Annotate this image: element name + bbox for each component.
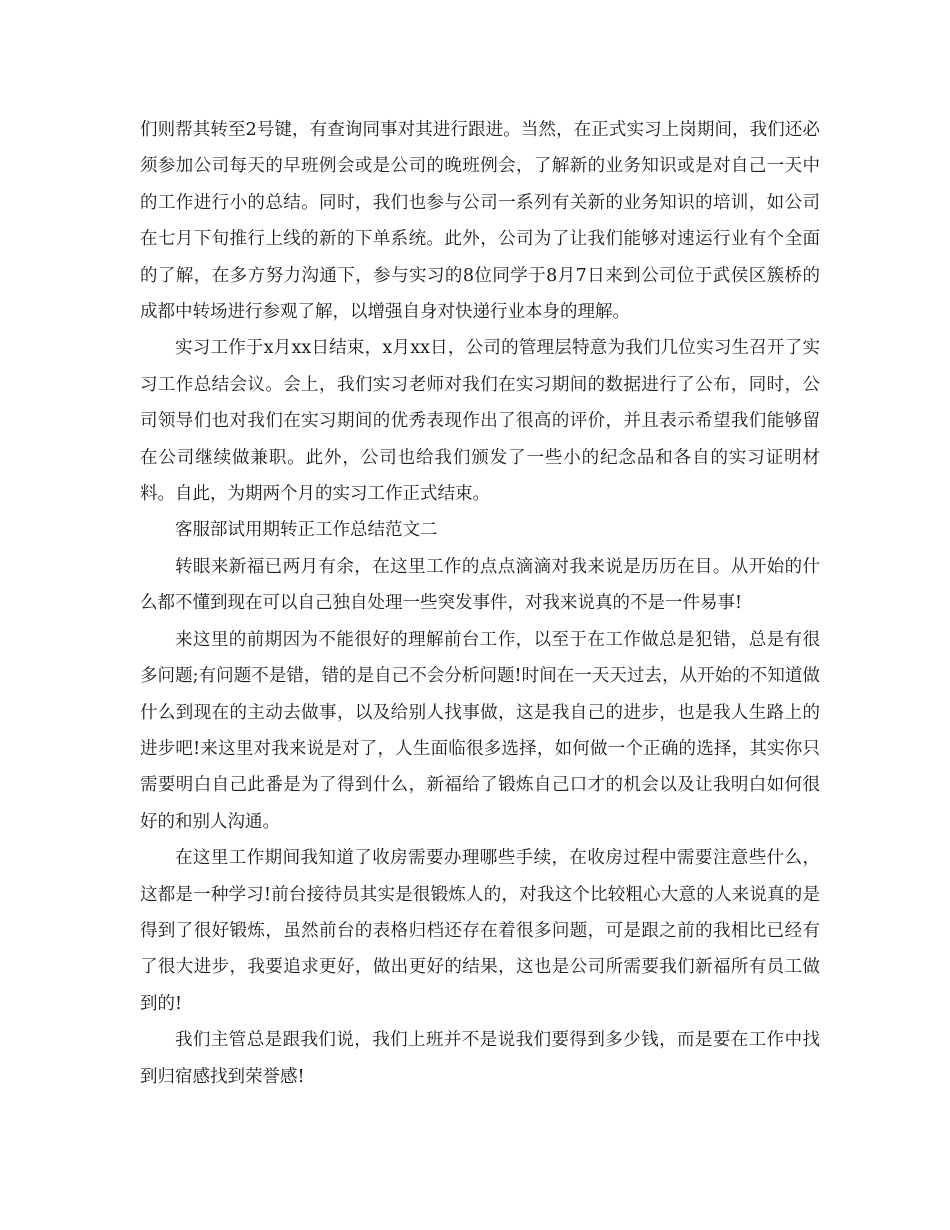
document-body — [140, 112, 820, 1095]
paragraph-1: 们则帮其转至2号键，有查询同事对其进行跟进。当然，在正式实习上岗期间，我们还必须参加公司每天的早班例会或是公司的晚班例会，了解新的业务知识或是对自己一天中的工作进行小的总结。同时，我们也参与公司一系列有关新的业务知识的培训，如公司在七月下旬推行上线的新的下单系统。此外，公司为了让我们能够对速运行业有个全面的了解，在多方努力沟通下，参与实习的8位同学于8月7日来到公司位于武侯区簇桥的成都中转场进行参观了解，以增强自身对快递行业本身的理解。 — [140, 120, 820, 323]
paragraph-5: 在这里工作期间我知道了收房需要办理哪些手续，在收房过程中需要注意些什么，这都是一种学习!前台接待员其实是很锻炼人的，对我这个比较粗心大意的人来说真的是得到了很好锻炼，虽然前台的表格归档还存在着很多问题，可是跟之前的我相比已经有了很大进步，我要追求更好，做出更好的结果，这也是公司所需要我们新福所有员工做到的! — [140, 848, 820, 1014]
paragraph-4: 来这里的前期因为不能很好的理解前台工作，以至于在工作做总是犯错，总是有很多问题;有问题不是错，错的是自己不会分析问题!时间在一天天过去，从开始的不知道做什么到现在的主动去做事，以及给别人找事做，这是我自己的进步，也是我人生路上的进步吧!来这里对我来说是对了，人生面临很多选择，如何做一个正确的选择，其实你只需要明白自己此番是为了得到什么，新福给了锻炼自己口才的机会以及让我明白如何很好的和别人沟通。 — [140, 629, 820, 832]
paragraph-3: 转眼来新福已两月有余，在这里工作的点点滴滴对我来说是历历在目。从开始的什么都不懂到现在可以自己独自处理一些突发事件，对我来说真的不是一件易事! — [140, 556, 820, 614]
paragraph-6: 我们主管总是跟我们说，我们上班并不是说我们要得到多少钱，而是要在工作中找到归宿感找到荣誉感! — [140, 1030, 820, 1087]
section-heading: 客服部试用期转正工作总结范文二 — [175, 520, 438, 541]
paragraph-2: 实习工作于x月xx日结束，x月xx日，公司的管理层特意为我们几位实习生召开了实习工作总结会议。会上，我们实习老师对我们在实习期间的数据进行了公布，同时，公司领导们也对我们在实习期间的优秀表现作出了很高的评价，并且表示希望我们能够留在公司继续做兼职。此外，公司也给我们颁发了一些小的纪念品和各自的实习证明材料。自此，为期两个月的实习工作正式结束。 — [140, 338, 820, 505]
